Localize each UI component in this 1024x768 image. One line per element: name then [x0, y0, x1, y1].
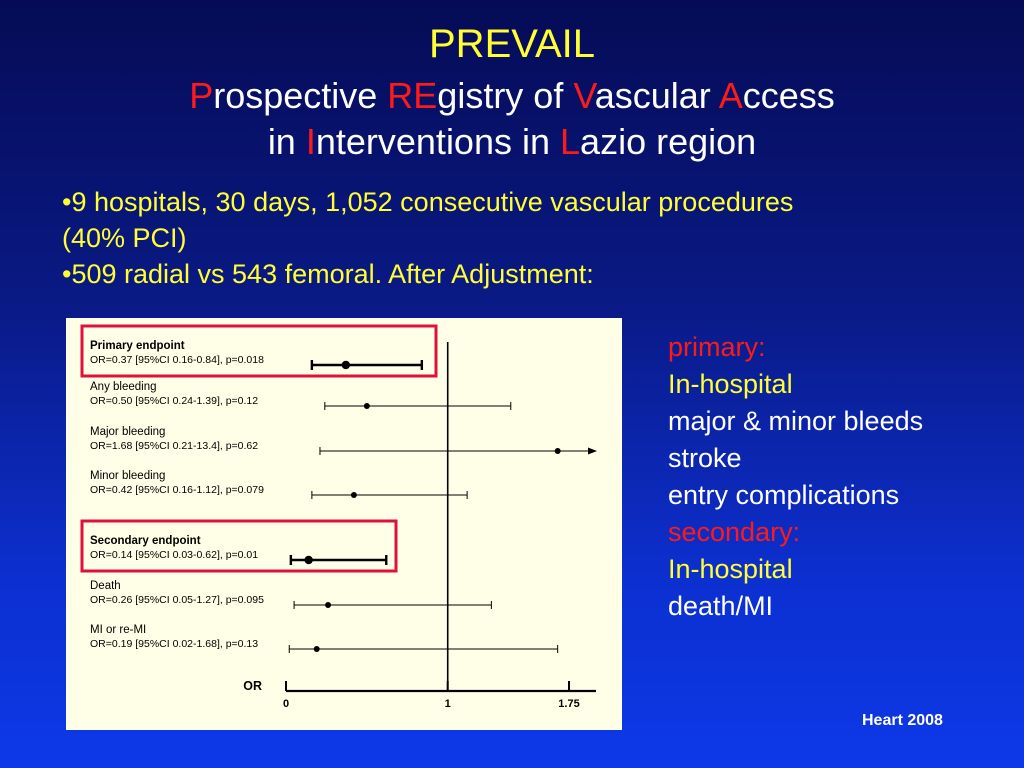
row-stat: OR=0.26 [95%CI 0.05-1.27], p=0.095	[90, 594, 264, 606]
x-tick-label: 1.75	[558, 698, 580, 710]
row-stat: OR=0.19 [95%CI 0.02-1.68], p=0.13	[90, 638, 259, 650]
subtitle-segment: gistry of	[437, 75, 574, 116]
endpoint-line: primary:	[668, 332, 766, 362]
point-estimate	[314, 646, 320, 652]
subtitle-segment: L	[560, 121, 581, 162]
subtitle-segment: V	[573, 75, 595, 116]
subtitle-segment: azio region	[580, 121, 757, 162]
subtitle-line-1	[0, 75, 1024, 116]
endpoint-line: major & minor bleeds	[668, 406, 924, 436]
bullet-item: •509 radial vs 543 femoral. After Adjustment:	[62, 259, 594, 289]
bullet-item: •9 hospitals, 30 days, 1,052 consecutive vascular procedures (40% PCI)	[62, 187, 794, 253]
subtitle-segment: nterventions in	[315, 121, 561, 162]
row-stat: OR=0.50 [95%CI 0.24-1.39], p=0.12	[90, 395, 259, 407]
endpoint-definitions	[668, 329, 923, 625]
subtitle-segment: rospective	[213, 75, 388, 116]
point-estimate	[364, 403, 370, 409]
subtitle-segment: ascular	[594, 75, 719, 116]
point-estimate	[555, 448, 561, 454]
subtitle-segment: P	[189, 75, 214, 116]
endpoint-line: In-hospital	[668, 554, 793, 584]
endpoint-line: secondary:	[668, 517, 801, 547]
row-label: Death	[90, 580, 121, 592]
point-estimate	[325, 602, 331, 608]
x-tick-label: 0	[282, 698, 290, 710]
endpoint-line: death/MI	[668, 591, 774, 621]
forest-plot	[66, 318, 622, 730]
point-estimate	[351, 492, 357, 498]
x-tick-label: 1	[444, 698, 451, 710]
row-stat: OR=0.37 [95%CI 0.16-0.84], p=0.018	[90, 354, 264, 366]
point-estimate	[304, 556, 312, 564]
row-label: Minor bleeding	[90, 470, 166, 482]
row-label: Any bleeding	[90, 381, 157, 393]
endpoint-line: stroke	[668, 443, 742, 473]
endpoint-line: entry complications	[668, 480, 900, 510]
slide-title: PREVAIL	[429, 22, 595, 66]
row-label: Major bleeding	[90, 426, 166, 438]
subtitle-line-2	[0, 121, 1024, 162]
subtitle-segment: RE	[387, 75, 438, 116]
subtitle-segment: in	[267, 121, 306, 162]
ci-arrow	[588, 448, 597, 455]
citation: Heart 2008	[862, 712, 943, 729]
subtitle-segment: A	[718, 75, 743, 116]
subtitle-segment: I	[305, 121, 316, 162]
x-axis-label: OR	[243, 679, 262, 693]
point-estimate	[342, 361, 350, 369]
row-stat: OR=0.14 [95%CI 0.03-0.62], p=0.01	[90, 549, 259, 561]
bullet-list	[62, 184, 842, 292]
endpoint-line: In-hospital	[668, 369, 793, 399]
row-stat: OR=0.42 [95%CI 0.16-1.12], p=0.079	[90, 484, 264, 496]
row-label: Secondary endpoint	[90, 535, 201, 547]
forest-plot-panel	[66, 318, 622, 730]
row-label: Primary endpoint	[90, 340, 185, 352]
subtitle-segment: ccess	[742, 75, 835, 116]
row-stat: OR=1.68 [95%CI 0.21-13.4], p=0.62	[90, 440, 259, 452]
row-label: MI or re-MI	[90, 624, 147, 636]
